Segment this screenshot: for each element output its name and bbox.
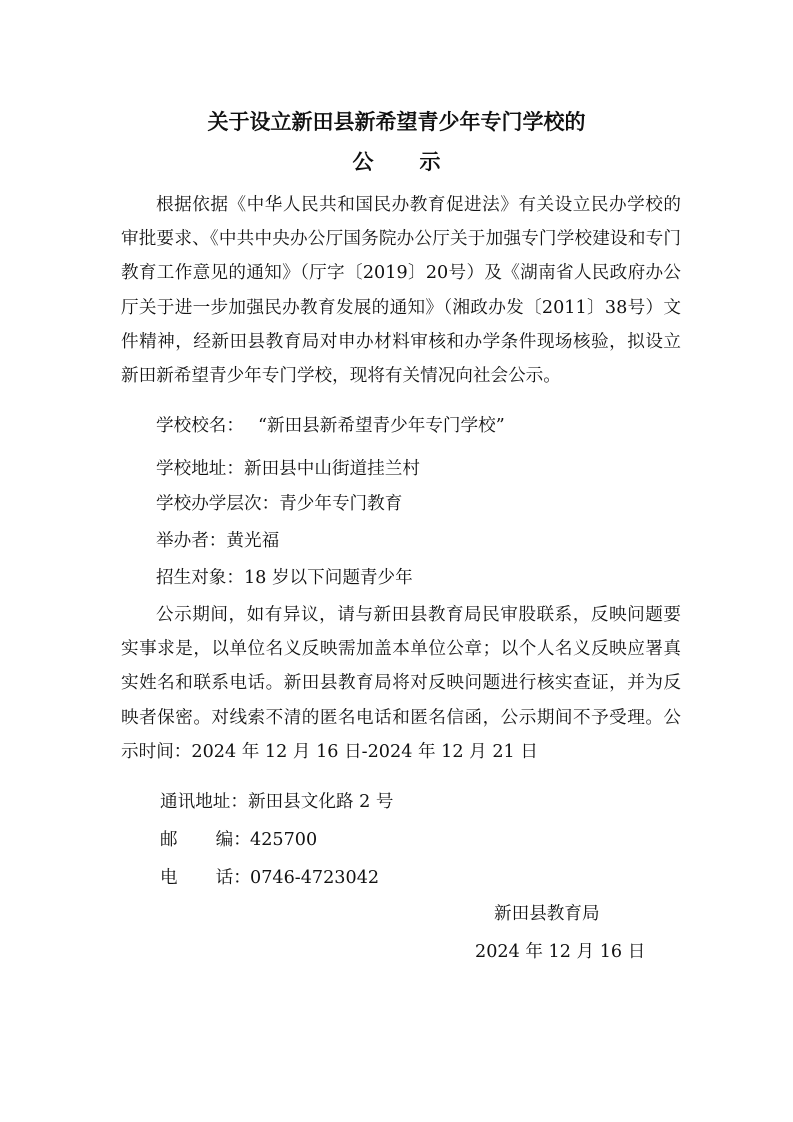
notice-paragraph: 公示期间，如有异议，请与新田县教育局民审股联系，反映问题要实事求是，以单位名义反映需加盖本单位公章；以个人名义反映应署真实姓名和联系电话。新田县教育局将对反映问题进行核实查证，并为反映者保密。对线索不清的匿名电话和匿名信函，公示期间不予受理。公示时间：2024 年 12 月 16 日-2024 年 12 月 21 日 bbox=[121, 605, 681, 762]
phone-label-rest: 话： bbox=[215, 868, 251, 888]
signature-date: 2024 年 12 月 16 日 bbox=[475, 942, 646, 962]
document-title: 关于设立新田县新希望青少年专门学校的 bbox=[207, 110, 586, 134]
subtitle-char-2: 示 bbox=[419, 150, 441, 174]
intro-paragraph: 根据依据《中华人民共和国民办教育促进法》有关设立民办学校的审批要求、《中共中央办公厅国务院办公厅关于加强专门学校建设和专门教育工作意见的通知》（厅字〔2019〕20号）及《湖南省人民政府办公厅关于进一步加强民办教育发展的通知》（湘政办发〔2011〕38号）文件精神，经新田县教育局对申办材料审核和办学条件现场核验，拟设立新田新希望青少年专门学校，现将有关情况向社会公示。 bbox=[121, 195, 681, 387]
sponsor-value: 黄光福 bbox=[226, 531, 280, 551]
postal-code-value: 425700 bbox=[250, 830, 318, 850]
enrollment-line bbox=[156, 564, 413, 589]
postal-code-label-rest: 编： bbox=[215, 830, 251, 850]
phone-label-char: 电 bbox=[160, 868, 178, 888]
phone-label bbox=[160, 864, 251, 889]
subtitle-char-1: 公 bbox=[352, 150, 374, 174]
enrollment-label: 招生对象： bbox=[156, 568, 244, 588]
contact-address-line bbox=[160, 788, 394, 813]
phone-value: 0746-4723042 bbox=[250, 868, 380, 888]
school-level-label: 学校办学层次： bbox=[156, 494, 280, 514]
school-address-line bbox=[156, 455, 420, 480]
postal-code-label bbox=[160, 826, 251, 851]
school-name-line bbox=[156, 412, 505, 437]
signature-organization: 新田县教育局 bbox=[494, 904, 600, 924]
postal-code-line bbox=[160, 826, 317, 851]
postal-code-label-char: 邮 bbox=[160, 830, 178, 850]
enrollment-value: 18 岁以下问题青少年 bbox=[243, 568, 413, 588]
school-address-value: 新田县中山街道挂兰村 bbox=[243, 459, 420, 479]
school-level-line bbox=[156, 490, 402, 515]
school-name-label: 学校校名： bbox=[156, 416, 244, 436]
contact-address-value: 新田县文化路 2 号 bbox=[247, 792, 394, 812]
school-name-value: “新田县新希望青少年专门学校” bbox=[257, 416, 505, 436]
contact-address-label: 通讯地址： bbox=[160, 792, 248, 812]
school-address-label: 学校地址： bbox=[156, 459, 244, 479]
sponsor-line bbox=[156, 527, 279, 552]
school-level-value: 青少年专门教育 bbox=[279, 494, 403, 514]
document-subtitle bbox=[0, 146, 793, 176]
phone-line bbox=[160, 864, 379, 889]
sponsor-label: 举办者： bbox=[156, 531, 227, 551]
